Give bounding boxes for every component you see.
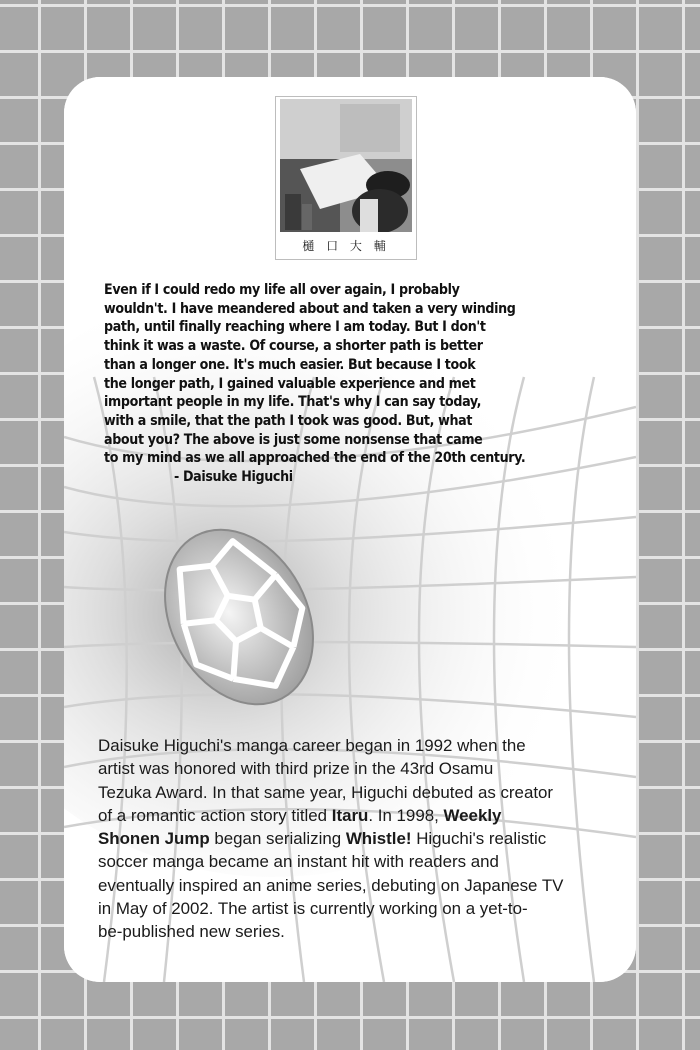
quote-line: than a longer one. It's much easier. But because I took bbox=[104, 356, 476, 373]
quote-line: about you? The above is just some nonsense that came bbox=[104, 431, 483, 448]
title-itaru: Itaru bbox=[331, 805, 369, 825]
bio-line: be-published new series. bbox=[98, 922, 285, 942]
title-whistle: Whistle! bbox=[345, 829, 412, 849]
quote-line: the longer path, I gained valuable experience and met bbox=[104, 375, 476, 392]
quote-line: path, until finally reaching where I am today. But I don't bbox=[104, 319, 486, 336]
quote-signature: - Daisuke Higuchi bbox=[174, 469, 293, 486]
bio-line: artist was honored with third prize in the 43rd Osamu bbox=[98, 759, 494, 779]
bio-line bbox=[98, 804, 608, 827]
author-photo-frame bbox=[275, 96, 417, 260]
title-weekly: Weekly bbox=[443, 805, 502, 825]
bio-text: of a romantic action story titled bbox=[98, 805, 332, 825]
bio-text: began serializing bbox=[209, 829, 346, 849]
bio-line: Daisuke Higuchi's manga career began in 1992 when the bbox=[98, 736, 526, 755]
bio-line: in May of 2002. The artist is currently working on a yet-to- bbox=[98, 899, 528, 919]
author-name-kanji: 樋 口 大 輔 bbox=[302, 239, 390, 253]
quote-line: wouldn't. I have meandered about and taken a very winding bbox=[104, 300, 516, 317]
bio-line: eventually inspired an anime series, debuting on Japanese TV bbox=[98, 875, 564, 895]
quote-line: Even if I could redo my life all over again, I probably bbox=[104, 282, 460, 298]
author-bio bbox=[98, 734, 608, 944]
bio-line: Tezuka Award. In that same year, Higuchi debuted as creator bbox=[98, 782, 554, 802]
bio-line: soccer manga became an instant hit with readers and bbox=[98, 852, 499, 872]
quote-line: to my mind as we all approached the end of the 20th century. bbox=[104, 450, 526, 467]
author-quote bbox=[104, 281, 594, 487]
title-shonen-jump: Shonen Jump bbox=[98, 829, 210, 849]
quote-line: think it was a waste. Of course, a shorter path is better bbox=[104, 338, 483, 355]
bio-text: Higuchi's realistic bbox=[411, 829, 547, 849]
bio-line bbox=[98, 827, 608, 850]
quote-line: with a smile, that the path I took was good. But, what bbox=[104, 412, 473, 429]
author-photo bbox=[280, 99, 412, 232]
bio-text: . In 1998, bbox=[368, 805, 444, 825]
quote-line: important people in my life. That's why I can say today, bbox=[104, 394, 482, 411]
